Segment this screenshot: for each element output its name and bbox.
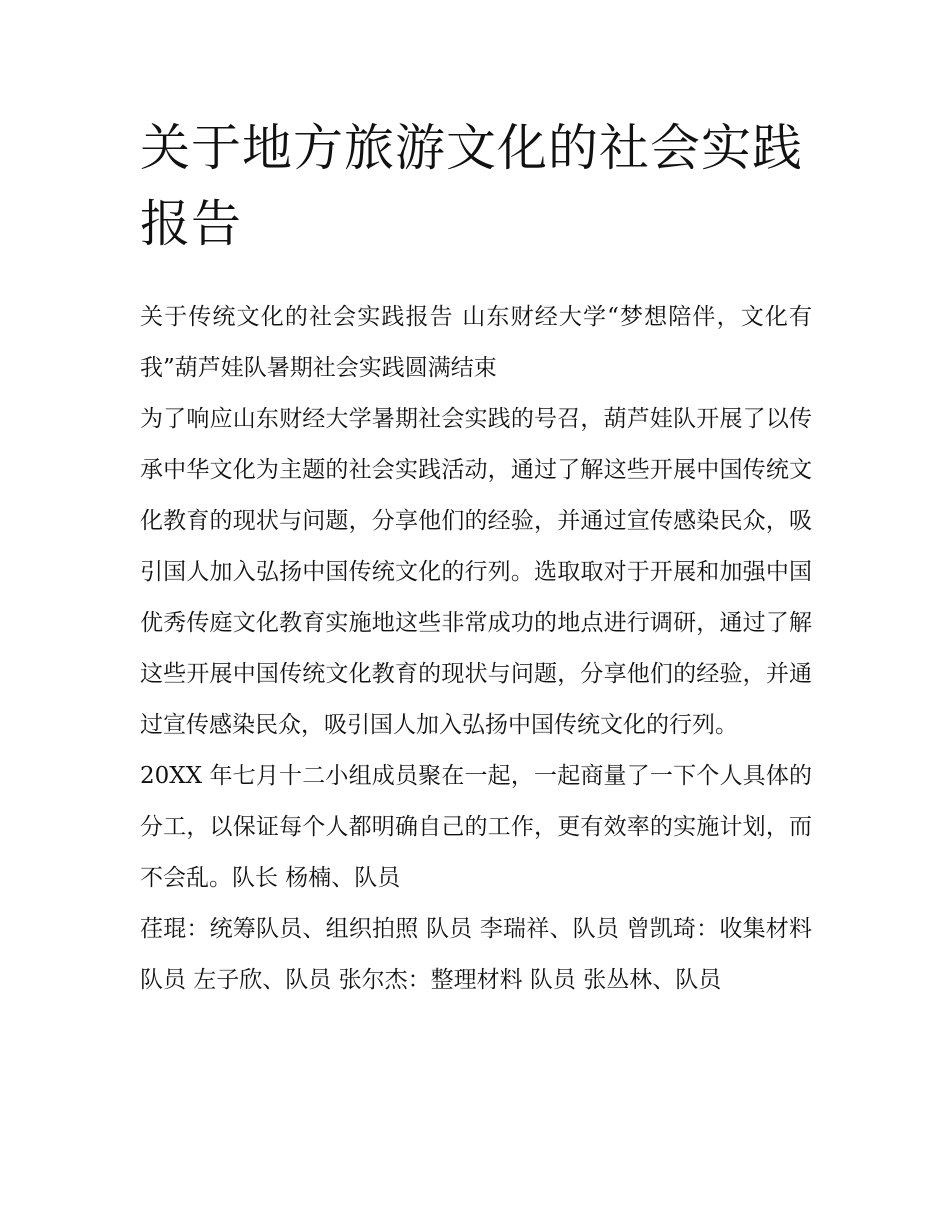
document-content <box>140 110 812 1006</box>
document-body <box>140 292 812 1006</box>
paragraph-planning: 20XX 年七月十二小组成员聚在一起，一起商量了一下个人具体的分工，以保证每个人都明确自己的工作，更有效率的实施计划，而不会乱。队长 杨楠、队员 <box>140 763 812 891</box>
paragraph-intro: 关于传统文化的社会实践报告 山东财经大学“梦想陪伴，文化有我”葫芦娃队暑期社会实践圆满结束 <box>140 304 812 381</box>
document-title: 关于地方旅游文化的社会实践报告 <box>140 119 803 253</box>
paragraph-purpose: 为了响应山东财经大学暑期社会实践的号召，葫芦娃队开展了以传承中华文化为主题的社会实践活动，通过了解这些开展中国传统文化教育的现状与问题，分享他们的经验，并通过宣传感染民众，吸引国人加入弘扬中国传统文化的行列。选取取对于开展和加强中国优秀传庭文化教育实施地这些非常成功的地点进行调研，通过了解这些开展中国传统文化教育的现状与问题，分享他们的经验，并通过宣传感染民众，吸引国人加入弘扬中国传统文化的行列。 <box>140 406 812 738</box>
paragraph-team-roles: 荏琨：统筹队员、组织拍照 队员 李瑞祥、队员 曾凯琦：收集材料队员 左子欣、队员 张尔杰：整理材料 队员 张丛林、队员 <box>140 916 812 993</box>
